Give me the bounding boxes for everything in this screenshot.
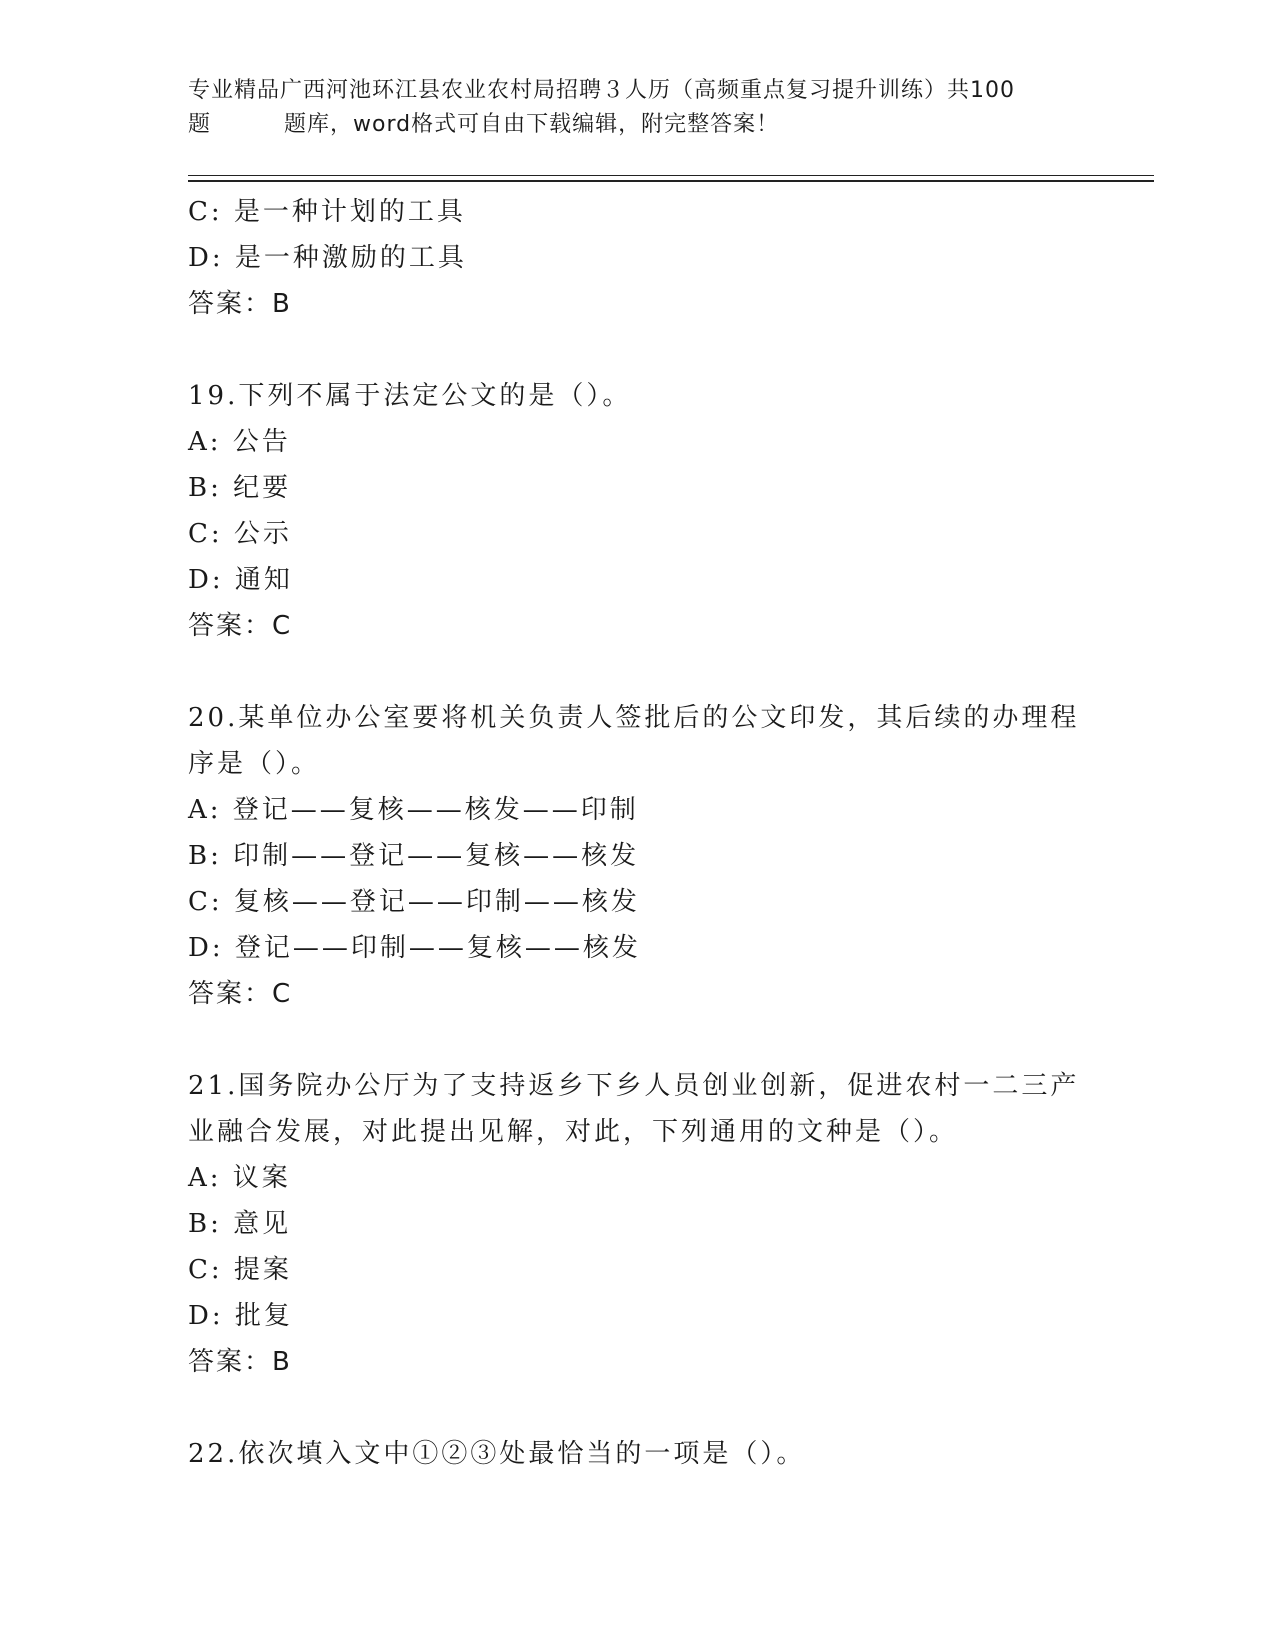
q18-answer: 答案：B — [188, 289, 292, 319]
q18-option-c: C: 是一种计划的工具 — [188, 197, 466, 227]
q21-stem-line2: 业融合发展，对此提出见解，对此，下列通用的文种是（）。 — [188, 1117, 959, 1147]
q21-option-d: D: 批复 — [188, 1301, 293, 1331]
header-title-line2-prefix: 题 — [188, 112, 212, 137]
q20-answer: 答案：C — [188, 979, 293, 1009]
q21-option-b: B: 意见 — [188, 1209, 292, 1239]
header-title-line2 — [188, 108, 1088, 142]
q20-stem-line1: 20.某单位办公室要将机关负责人签批后的公文印发，其后续的办理程 — [188, 703, 1080, 733]
question-body — [188, 189, 1088, 1477]
q21-stem-line1: 21.国务院办公厅为了支持返乡下乡人员创业创新，促进农村一二三产 — [188, 1071, 1080, 1101]
q21-option-c: C: 提案 — [188, 1255, 292, 1285]
spacer — [188, 1017, 1088, 1063]
q20-option-d: D: 登记——印制——复核——核发 — [188, 933, 641, 963]
q20-stem-line2: 序是（）。 — [188, 749, 321, 779]
q20-option-c: C: 复核——登记——印制——核发 — [188, 887, 640, 917]
q20-option-a: A: 登记——复核——核发——印制 — [188, 795, 639, 825]
q19-option-a: A: 公告 — [188, 427, 291, 457]
header-title-line1: 专业精品广西河池环江县农业农村局招聘３人历（高频重点复习提升训练）共100 — [188, 78, 1015, 103]
header-divider-thick — [188, 180, 1154, 182]
q21-option-a: A: 议案 — [188, 1163, 291, 1193]
header-divider-thin — [188, 175, 1154, 176]
q18-option-d: D: 是一种激励的工具 — [188, 243, 467, 273]
q19-stem: 19.下列不属于法定公文的是（）。 — [188, 381, 632, 411]
q19-option-b: B: 纪要 — [188, 473, 292, 503]
page-header — [188, 74, 1088, 142]
q22-stem: 22.依次填入文中①②③处最恰当的一项是（）。 — [188, 1439, 806, 1469]
header-title-line2-rest: 题库，word格式可自由下载编辑，附完整答案！ — [284, 112, 780, 137]
q19-option-d: D: 通知 — [188, 565, 293, 595]
q19-answer: 答案：C — [188, 611, 293, 641]
q20-option-b: B: 印制——登记——复核——核发 — [188, 841, 640, 871]
spacer — [188, 649, 1088, 695]
q19-option-c: C: 公示 — [188, 519, 292, 549]
spacer — [188, 327, 1088, 373]
spacer — [188, 1385, 1088, 1431]
q21-answer: 答案：B — [188, 1347, 292, 1377]
